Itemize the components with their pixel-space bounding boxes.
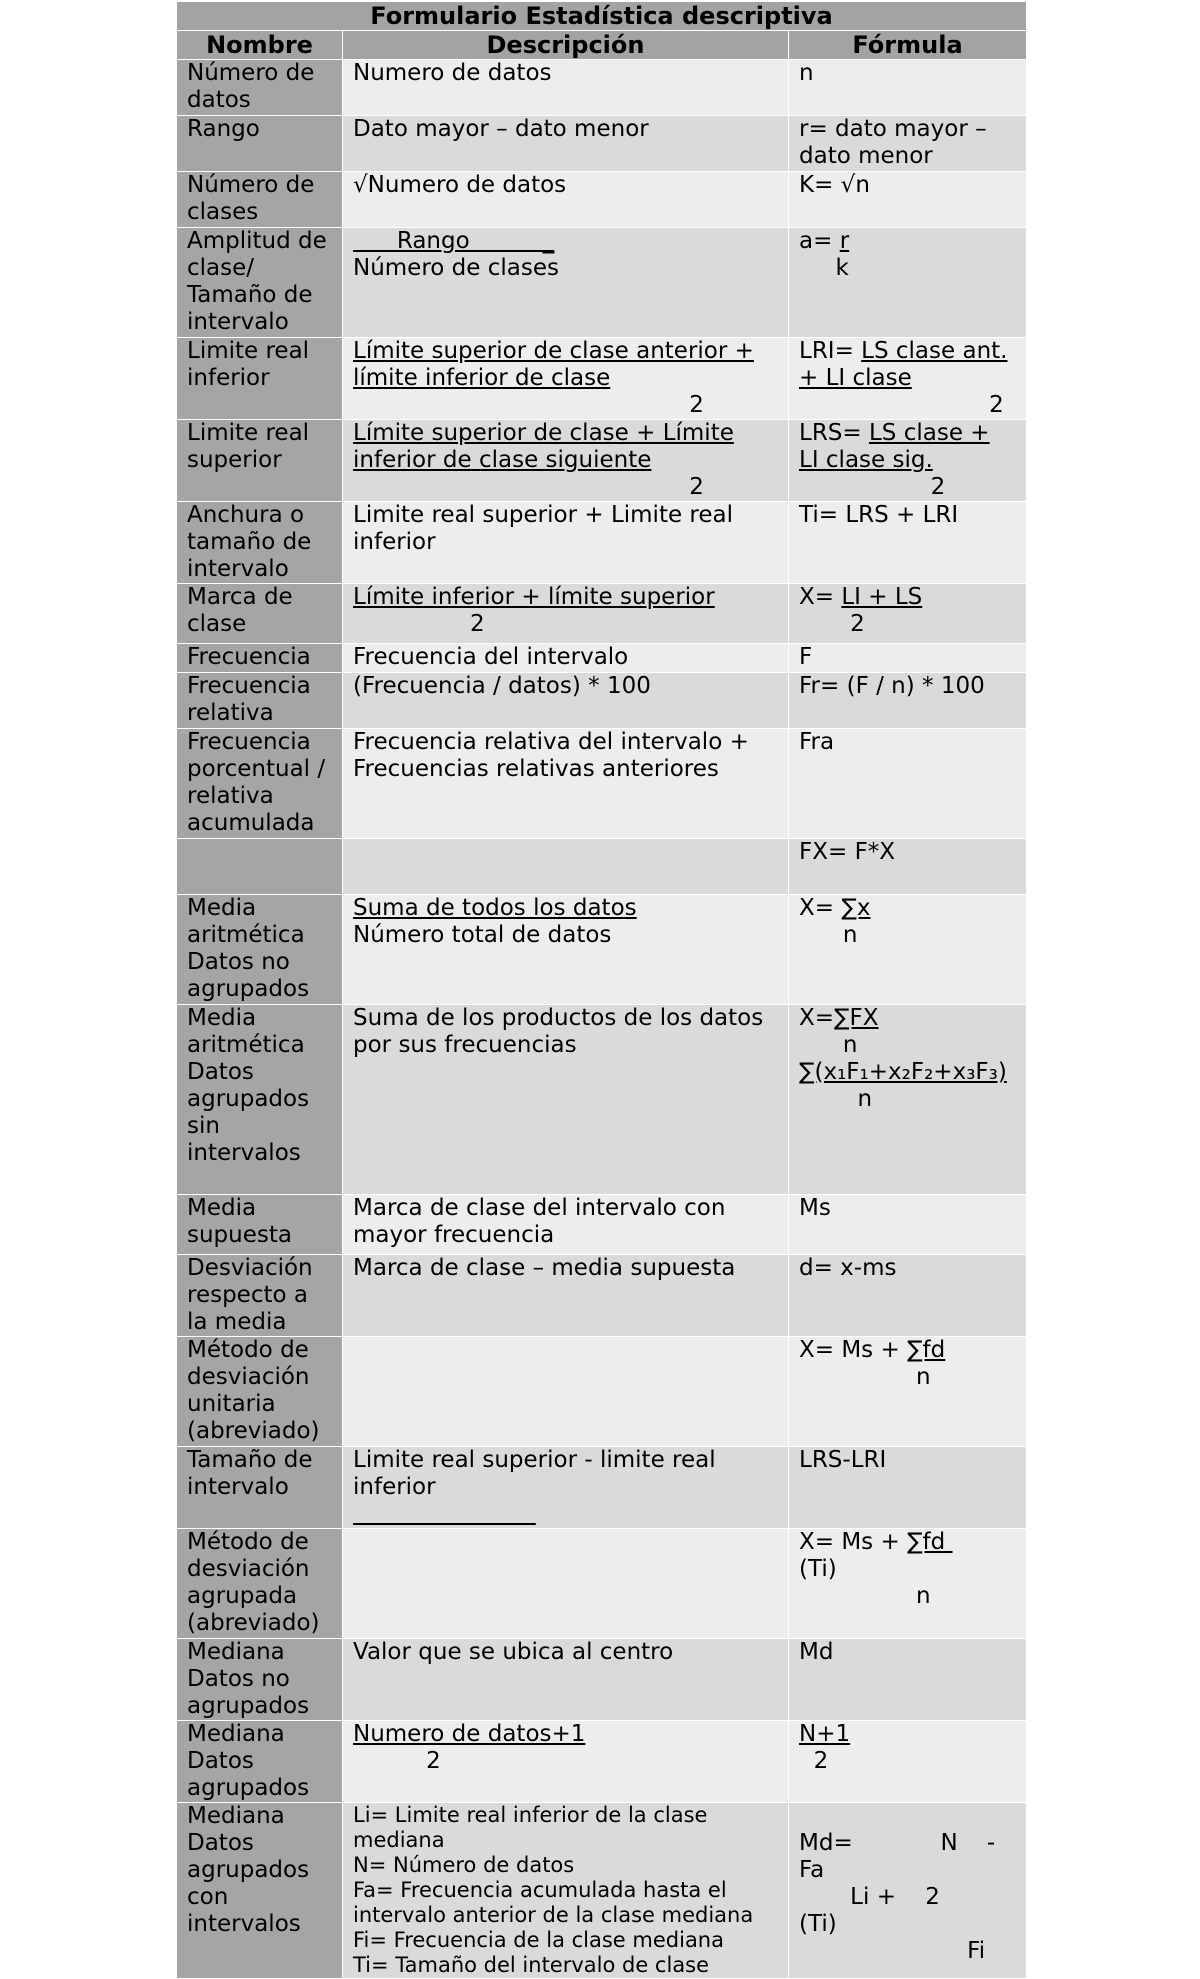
- table-row: [177, 1803, 1027, 1979]
- row-description: [343, 584, 789, 644]
- row-description: [343, 1529, 789, 1639]
- line-text: n: [799, 922, 858, 948]
- description-line: [353, 1928, 778, 1953]
- row-formula: [789, 1337, 1027, 1447]
- table-row: [177, 1005, 1027, 1195]
- row-description: [343, 116, 789, 172]
- underlined-text: LS clase ant. + LI clase: [799, 338, 1008, 391]
- line-text: Fra: [799, 729, 835, 755]
- line-text: FX= F*X: [799, 839, 896, 865]
- line-text: 2: [353, 392, 704, 418]
- line-text: N= Número de datos: [353, 1853, 575, 1877]
- row-description: [343, 1639, 789, 1721]
- description-line: [353, 392, 778, 419]
- description-line: [353, 116, 778, 143]
- formula-line: [799, 1938, 1016, 1965]
- formula-line: [799, 60, 1016, 87]
- formula-line: [799, 116, 1016, 170]
- line-text: Md= N -: [799, 1830, 996, 1856]
- line-text: Li= Limite real inferior de la clase mediana: [353, 1803, 708, 1852]
- line-text: LRS-LRI: [799, 1447, 887, 1473]
- row-formula: [789, 1195, 1027, 1255]
- table-row: [177, 1721, 1027, 1803]
- line-text: n: [799, 1583, 931, 1609]
- underlined-text: Límite inferior + límite superior: [353, 584, 715, 610]
- line-text: r= dato mayor – dato menor: [799, 116, 987, 169]
- formula-prefix: X= Ms +: [799, 1337, 908, 1363]
- line-text: n: [799, 1086, 873, 1112]
- row-name: Media aritmética Datos agrupados sin intervalos: [177, 1005, 343, 1195]
- table-row: [177, 338, 1027, 420]
- line-text: Frecuencia del intervalo: [353, 644, 629, 670]
- line-text: Fi= Frecuencia de la clase mediana: [353, 1928, 724, 1952]
- underlined-text: ∑FX: [834, 1005, 879, 1031]
- table-row: [177, 839, 1027, 895]
- line-text: Fa= Frecuencia acumulada hasta el intervalo anterior de la clase mediana: [353, 1878, 754, 1927]
- formula-line: [799, 1255, 1016, 1282]
- row-formula: [789, 116, 1027, 172]
- underlined-text: Rango _: [353, 228, 555, 254]
- line-text: Md: [799, 1639, 834, 1665]
- row-formula: [789, 1005, 1027, 1195]
- formula-line: [799, 474, 1016, 501]
- row-formula: [789, 172, 1027, 228]
- line-text: [799, 1803, 806, 1829]
- description-line: [353, 922, 778, 949]
- description-line: [353, 1803, 778, 1853]
- description-line: [353, 895, 778, 922]
- row-formula: [789, 1803, 1027, 1979]
- row-formula: [789, 839, 1027, 895]
- formula-line: [799, 1529, 1016, 1556]
- row-description: [343, 839, 789, 895]
- table-row: [177, 1255, 1027, 1337]
- row-formula: [789, 673, 1027, 729]
- description-line: [353, 474, 778, 501]
- formula-line: [799, 1364, 1016, 1391]
- table-row: [177, 1447, 1027, 1529]
- row-description: [343, 172, 789, 228]
- row-name: Tamaño de intervalo: [177, 1447, 343, 1529]
- row-formula: [789, 729, 1027, 839]
- formula-sheet: [176, 1, 1026, 1979]
- row-formula: [789, 1255, 1027, 1337]
- table-row: [177, 1529, 1027, 1639]
- table-row: [177, 116, 1027, 172]
- description-line: [353, 1853, 778, 1878]
- row-name: Rango: [177, 116, 343, 172]
- formula-line: [799, 1857, 1016, 1884]
- underlined-text: Numero de datos+1: [353, 1721, 586, 1747]
- underlined-text: ∑fd: [907, 1337, 946, 1363]
- table-row: [177, 644, 1027, 673]
- row-formula: [789, 60, 1027, 116]
- table-row: [177, 584, 1027, 644]
- line-text: Marca de clase del intervalo con mayor frecuencia: [353, 1195, 726, 1248]
- formula-line: [799, 644, 1016, 671]
- row-formula: [789, 420, 1027, 502]
- line-text: Numero de datos: [353, 60, 552, 86]
- table-row: [177, 502, 1027, 584]
- description-line: [353, 60, 778, 87]
- line-text: Ti= Tamaño del intervalo de clase: [353, 1953, 710, 1977]
- table-row: [177, 1639, 1027, 1721]
- line-text: 2: [799, 611, 865, 637]
- formula-line: [799, 1911, 1016, 1938]
- line-text: (Ti): [799, 1911, 837, 1937]
- row-description: [343, 60, 789, 116]
- row-name: Frecuencia: [177, 644, 343, 673]
- row-description: [343, 673, 789, 729]
- description-line: [353, 1501, 778, 1528]
- line-text: 2: [799, 474, 946, 500]
- line-text: n: [799, 1364, 931, 1390]
- formula-line: [799, 895, 1016, 922]
- table-title: Formulario Estadística descriptiva: [177, 2, 1027, 31]
- description-line: [353, 673, 778, 700]
- row-formula: [789, 644, 1027, 673]
- formula-line: [799, 228, 1016, 255]
- formula-line: [799, 673, 1016, 700]
- table-row: [177, 172, 1027, 228]
- description-line: [353, 1005, 778, 1059]
- line-text: Limite real superior + Limite real inferior: [353, 502, 734, 555]
- line-text: 2: [799, 392, 1004, 418]
- row-name: Amplitud de clase/ Tamaño de intervalo: [177, 228, 343, 338]
- description-line: [353, 255, 778, 282]
- row-name: Desviación respecto a la media: [177, 1255, 343, 1337]
- table-row: [177, 673, 1027, 729]
- description-line: [353, 729, 778, 783]
- row-name: Frecuencia porcentual / relativa acumulada: [177, 729, 343, 839]
- line-text: Fi: [799, 1938, 986, 1964]
- row-formula: [789, 584, 1027, 644]
- formula-prefix: X=: [799, 1005, 835, 1031]
- row-name: [177, 839, 343, 895]
- line-text: Suma de los productos de los datos por sus frecuencias: [353, 1005, 764, 1058]
- row-description: [343, 1195, 789, 1255]
- formula-line: [799, 1639, 1016, 1666]
- row-name: Limite real inferior: [177, 338, 343, 420]
- row-description: [343, 502, 789, 584]
- underlined-text: Límite superior de clase anterior + límite inferior de clase: [353, 338, 754, 391]
- row-description: [343, 338, 789, 420]
- row-description: [343, 1337, 789, 1447]
- row-name: Mediana Datos agrupados: [177, 1721, 343, 1803]
- row-name: Mediana Datos no agrupados: [177, 1639, 343, 1721]
- row-name: Número de clases: [177, 172, 343, 228]
- formula-line: [799, 1830, 1016, 1857]
- description-line: [353, 1953, 778, 1978]
- header-formula: Fórmula: [789, 31, 1027, 60]
- formula-prefix: a=: [799, 228, 840, 254]
- underlined-text: LS clase + LI clase sig.: [799, 420, 990, 473]
- row-name: Media aritmética Datos no agrupados: [177, 895, 343, 1005]
- row-name: Frecuencia relativa: [177, 673, 343, 729]
- description-line: [353, 502, 778, 556]
- formula-line: [799, 1032, 1016, 1059]
- table-row: [177, 60, 1027, 116]
- line-text: d= x-ms: [799, 1255, 897, 1281]
- row-description: [343, 228, 789, 338]
- line-text: Valor que se ubica al centro: [353, 1639, 674, 1665]
- description-line: [353, 1878, 778, 1928]
- row-description: [343, 895, 789, 1005]
- description-line: [353, 1748, 778, 1775]
- line-text: Marca de clase – media supuesta: [353, 1255, 736, 1281]
- row-formula: [789, 1447, 1027, 1529]
- underlined-text: ∑(x₁F₁+x₂F₂+x₃F₃): [799, 1059, 1007, 1085]
- line-text: n: [799, 60, 814, 86]
- row-name: Marca de clase: [177, 584, 343, 644]
- underlined-text: Suma de todos los datos: [353, 895, 637, 921]
- formula-prefix: X= Ms +: [799, 1529, 908, 1555]
- formula-table: [176, 1, 1027, 1979]
- formula-line: [799, 1803, 1016, 1830]
- row-description: [343, 420, 789, 502]
- line-text: (Ti): [799, 1556, 837, 1582]
- line-text: Li + 2: [799, 1884, 992, 1910]
- description-line: [353, 172, 778, 199]
- formula-prefix: LRI=: [799, 338, 862, 364]
- row-description: [343, 1005, 789, 1195]
- row-name: Número de datos: [177, 60, 343, 116]
- formula-line: [799, 502, 1016, 529]
- formula-line: [799, 1059, 1016, 1086]
- row-name: Anchura o tamaño de intervalo: [177, 502, 343, 584]
- table-row: [177, 1337, 1027, 1447]
- formula-line: [799, 1195, 1016, 1222]
- description-line: [353, 611, 778, 638]
- formula-line: [799, 255, 1016, 282]
- formula-line: [799, 584, 1016, 611]
- description-line: [353, 1721, 778, 1748]
- row-formula: [789, 502, 1027, 584]
- row-formula: [789, 228, 1027, 338]
- formula-prefix: LRS=: [799, 420, 869, 446]
- line-text: 2: [353, 611, 485, 637]
- formula-line: [799, 338, 1016, 392]
- table-body: [177, 60, 1027, 1979]
- line-text: n: [799, 1032, 858, 1058]
- formula-line: [799, 1583, 1016, 1610]
- formula-line: [799, 1884, 1016, 1911]
- line-text: 2: [353, 1748, 441, 1774]
- row-description: [343, 1803, 789, 1979]
- row-formula: [789, 1639, 1027, 1721]
- row-description: [343, 644, 789, 673]
- table-row: [177, 1195, 1027, 1255]
- row-description: [343, 1447, 789, 1529]
- description-line: [353, 584, 778, 611]
- line-text: 2: [353, 474, 704, 500]
- line-text: K= √n: [799, 172, 870, 198]
- row-description: [343, 729, 789, 839]
- formula-line: [799, 1005, 1016, 1032]
- formula-line: [799, 1447, 1016, 1474]
- row-name: Método de desviación agrupada (abreviado): [177, 1529, 343, 1639]
- line-text: √Numero de datos: [353, 172, 567, 198]
- description-line: [353, 1639, 778, 1666]
- formula-line: [799, 420, 1016, 474]
- description-line: [353, 644, 778, 671]
- line-text: 2: [799, 1748, 829, 1774]
- row-name: Media supuesta: [177, 1195, 343, 1255]
- formula-line: [799, 922, 1016, 949]
- line-text: Dato mayor – dato menor: [353, 116, 649, 142]
- row-description: [343, 1721, 789, 1803]
- description-line: [353, 1447, 778, 1501]
- formula-line: [799, 839, 1016, 866]
- formula-line: [799, 1556, 1016, 1583]
- row-name: Mediana Datos agrupados con intervalos: [177, 1803, 343, 1979]
- formula-line: [799, 1086, 1016, 1113]
- underlined-text: r: [839, 228, 850, 254]
- formula-line: [799, 172, 1016, 199]
- underlined-text: LI + LS: [841, 584, 923, 610]
- line-text: Número de clases: [353, 255, 559, 281]
- underlined-text: ∑x: [841, 895, 871, 921]
- header-descripcion: Descripción: [343, 31, 789, 60]
- row-name: Limite real superior: [177, 420, 343, 502]
- header-nombre: Nombre: [177, 31, 343, 60]
- row-formula: [789, 338, 1027, 420]
- description-line: [353, 338, 778, 392]
- line-text: Fa: [799, 1857, 825, 1883]
- line-text: Ti= LRS + LRI: [799, 502, 959, 528]
- description-line: [353, 228, 778, 255]
- line-text: Ms: [799, 1195, 831, 1221]
- line-text: Número total de datos: [353, 922, 612, 948]
- formula-prefix: X=: [799, 584, 842, 610]
- formula-line: [799, 1721, 1016, 1748]
- formula-prefix: X=: [799, 895, 842, 921]
- row-formula: [789, 895, 1027, 1005]
- formula-line: [799, 392, 1016, 419]
- formula-line: [799, 729, 1016, 756]
- line-text: Frecuencia relativa del intervalo + Frecuencias relativas anteriores: [353, 729, 749, 782]
- line-text: k: [799, 255, 849, 281]
- underlined-text: ∑fd: [907, 1529, 953, 1555]
- row-formula: [789, 1721, 1027, 1803]
- line-text: F: [799, 644, 813, 670]
- table-row: [177, 228, 1027, 338]
- description-line: [353, 1255, 778, 1282]
- underlined-text: Límite superior de clase + Límite inferior de clase siguiente: [353, 420, 734, 473]
- row-formula: [789, 1529, 1027, 1639]
- table-row: [177, 729, 1027, 839]
- underlined-text: N+1: [799, 1721, 851, 1747]
- line-text: Limite real superior - limite real inferior: [353, 1447, 716, 1500]
- formula-line: [799, 611, 1016, 638]
- formula-line: [799, 1337, 1016, 1364]
- underlined-text: [353, 1501, 536, 1527]
- line-text: Fr= (F / n) * 100: [799, 673, 985, 699]
- formula-line: [799, 1748, 1016, 1775]
- line-text: (Frecuencia / datos) * 100: [353, 673, 651, 699]
- table-row: [177, 420, 1027, 502]
- description-line: [353, 1195, 778, 1249]
- description-line: [353, 420, 778, 474]
- row-name: Método de desviación unitaria (abreviado): [177, 1337, 343, 1447]
- row-description: [343, 1255, 789, 1337]
- table-row: [177, 895, 1027, 1005]
